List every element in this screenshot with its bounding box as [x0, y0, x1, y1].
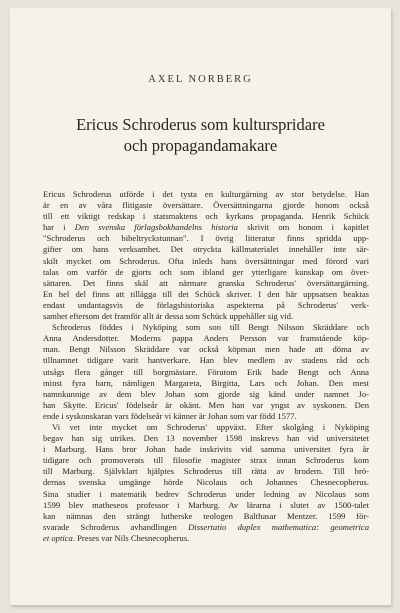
text-line: Sina studier i matematik bedrev Schroderus under ledning av Nicolaus som — [43, 488, 369, 499]
text-line: "Schroderus och bibeltryckstunnan". I övrig litteratur finns spridda upp- — [43, 233, 369, 244]
text-line: kan nämnas den strängt lutherske teologen Balthasar Mentzer. 1599 för- — [43, 510, 369, 521]
text-line: skilt mycket om Schroderus. Ofta inleds hans översättningar med förord vari — [43, 255, 369, 266]
document-page — [10, 8, 391, 605]
text-line: Vi vet inte mycket om Schroderus' uppväxt. Efter skolgång i Nyköping — [52, 421, 369, 432]
text-line: svarade Schroderus avhandlingen Dissertatio duplex mathematica: geometrica — [43, 521, 369, 532]
text-line: Ericus Schroderus utförde i det tysta en kulturgärning av stor betydelse. Han — [43, 189, 369, 199]
text-line: ende i syskonskaran vars födelseår vi känner är Johan som var född 1577. — [43, 410, 297, 421]
title-line-1: Ericus Schroderus som kulturspridare — [76, 115, 325, 134]
text-line: i Marburg. Hans bror Johan hade inskrivits vid samma universitet fyra år — [43, 444, 369, 455]
text-line: et optica. Preses var Nils Chesnecopherus. — [43, 532, 190, 543]
text-line: man. Bengt Nilsson Skräddare var också köpman men hade att döma av — [43, 344, 369, 355]
text-line: till ett viktigt redskap i statsmaktens och kyrkans propaganda. Henrik Schück — [43, 211, 369, 222]
body-paragraph — [43, 322, 369, 422]
text-line: tidigare och promoverats till filosofie magister strax innan Schroderus kom — [43, 455, 369, 466]
body-paragraph — [43, 422, 369, 544]
text-line: är en av våra flitigaste översättare. Översättningarna gjorde honom också — [43, 200, 369, 211]
text-line: han Skytte. Ericus' födelseår är okänt. Men han var yngst av syskonen. Den — [43, 399, 369, 410]
text-line: endast undantagsvis de förlagshistoriska aspekterna på Schroderus' verk- — [43, 299, 369, 310]
author-name: AXEL NORBERG — [148, 74, 253, 85]
body-paragraph — [43, 189, 369, 322]
text-line: namnkunnige av dem blev Johan som gjorde sig känd under namnet Jo- — [43, 388, 369, 399]
text-line: Schroderus föddes i Nyköping som son till Bengt Nilsson Skräddare och — [52, 322, 369, 333]
title-line-2: och propagandamakare — [123, 136, 278, 155]
text-line: En hel del finns att tillägga till det Schück skriver. I den här uppsatsen beaktas — [43, 288, 369, 299]
text-line: 1599 blev matheseos professor i Marburg. Av lärarna i slutet av 1500-talet — [43, 499, 369, 510]
text-line: talas om varför de gjorts och som ibland ger ytterligare kunskap om över- — [43, 266, 369, 277]
text-line: sättaren. Det finns skäl att närmare granska Schroderus' översättargärning. — [43, 277, 369, 288]
text-line: dernas svenska umgänge hörde Nicolaus och Johannes Chesnecopherus. — [43, 477, 369, 488]
text-line: gifter om hans verksamhet. Det otryckta källmaterialet innehåller inte sär- — [43, 244, 369, 255]
text-line: tillnamnet tidigare varit hantverkare. Han blev medlem av stadens råd och — [43, 355, 369, 366]
article-title — [40, 114, 361, 156]
text-line: samhet eftersom det framför allt är dessa som Schück uppehåller sig vid. — [43, 311, 294, 322]
text-line: utsågs flera gånger till borgmästare. Förutom Erik hade Bengt och Anna — [43, 366, 369, 377]
text-line: begav han sig utrikes. Den 13 november 1598 inskrevs han vid universitetet — [43, 433, 369, 444]
text-line: till Marburg. Självklart hjälptes Schroderus till rätta av brodern. Till brö- — [43, 466, 369, 477]
text-line: minst fyra barn, nämligen Margareta, Birgitta, Lars och Johan. Den mest — [43, 377, 369, 388]
text-line: har i Den svenska förlagsbokhandelns historia skrivit om honom i kapitlet — [43, 222, 369, 233]
article-body — [43, 189, 369, 544]
text-line: Anna Andersdotter. Moderns pappa Anders Persson var framstående köp- — [43, 333, 369, 344]
